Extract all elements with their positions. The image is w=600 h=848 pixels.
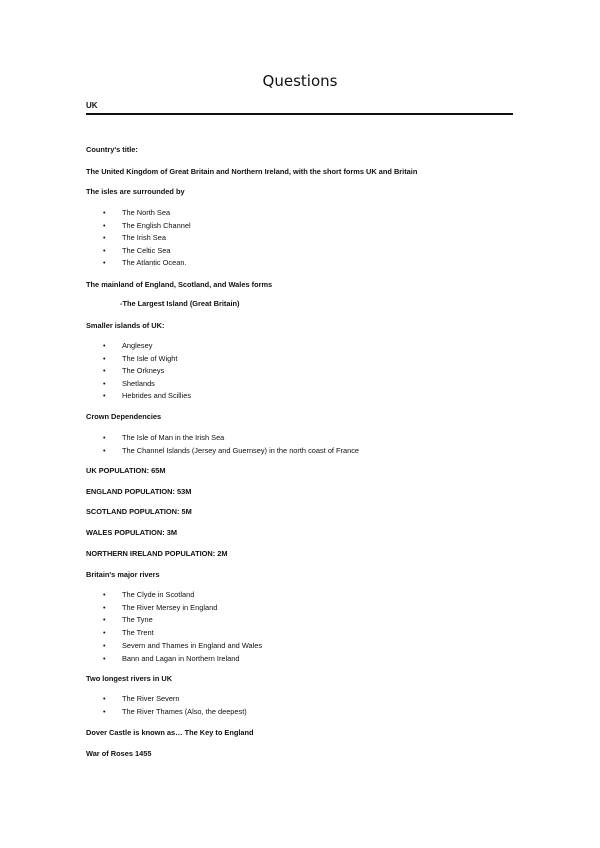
scotland-population: SCOTLAND POPULATION: 5M [86,507,192,516]
smaller-islands-label: Smaller islands of UK: [86,321,165,330]
mainland-value: -The Largest Island (Great Britain) [120,299,240,308]
bullet-icon: • [103,628,106,637]
bullet-icon: • [103,246,106,255]
bullet-icon: • [103,707,106,716]
list-item: The Trent [122,628,154,637]
page-title: Questions [262,72,338,90]
list-item: The River Thames (Also, the deepest) [122,707,247,716]
uk-population: UK POPULATION: 65M [86,466,166,475]
list-item: Hebrides and Scillies [122,391,192,400]
list-item: The Atlantic Ocean. [122,258,187,267]
bullet-icon: • [103,590,106,599]
list-item: The Irish Sea [122,233,166,242]
bullet-icon: • [103,379,106,388]
northern-ireland-population: NORTHERN IRELAND POPULATION: 2M [86,549,228,558]
list-item: The Isle of Wight [122,354,178,363]
section-heading: UK [86,101,98,110]
bullet-icon: • [103,446,106,455]
england-population: ENGLAND POPULATION: 53M [86,487,192,496]
list-item: The Isle of Man in the Irish Sea [122,433,225,442]
list-item: The River Mersey in England [122,603,218,612]
country-title-value: The United Kingdom of Great Britain and Northern Ireland, with the short forms UK and Britain [86,167,418,176]
list-item: The Channel Islands (Jersey and Guernsey) in the north coast of France [122,446,360,455]
list-item: The Tyne [122,615,153,624]
bullet-icon: • [103,694,106,703]
bullet-icon: • [103,341,106,350]
bullet-icon: • [103,615,106,624]
bullet-icon: • [103,391,106,400]
wales-population: WALES POPULATION: 3M [86,528,178,537]
list-item: The English Channel [122,221,191,230]
bullet-icon: • [103,603,106,612]
heading-rule [86,113,513,115]
rivers-label: Britain's major rivers [86,570,160,579]
list-item: Severn and Thames in England and Wales [122,641,263,650]
dover-castle-line: Dover Castle is known as… The Key to England [86,728,254,737]
list-item: The Orkneys [122,366,165,375]
bullet-icon: • [103,354,106,363]
bullet-icon: • [103,654,106,663]
bullet-icon: • [103,433,106,442]
isles-label: The isles are surrounded by [86,187,185,196]
list-item: The Celtic Sea [122,246,171,255]
country-title-label: Country's title: [86,145,138,154]
list-item: The River Severn [122,694,180,703]
bullet-icon: • [103,221,106,230]
bullet-icon: • [103,208,106,217]
list-item: Bann and Lagan in Northern Ireland [122,654,240,663]
war-of-roses-line: War of Roses 1455 [86,749,152,758]
bullet-icon: • [103,366,106,375]
list-item: Anglesey [122,341,153,350]
bullet-icon: • [103,641,106,650]
bullet-icon: • [103,258,106,267]
list-item: The Clyde in Scotland [122,590,195,599]
longest-rivers-label: Two longest rivers in UK [86,674,173,683]
list-item: Shetlands [122,379,155,388]
list-item: The North Sea [122,208,171,217]
crown-label: Crown Dependencies [86,412,162,421]
bullet-icon: • [103,233,106,242]
mainland-label: The mainland of England, Scotland, and Wales forms [86,280,273,289]
